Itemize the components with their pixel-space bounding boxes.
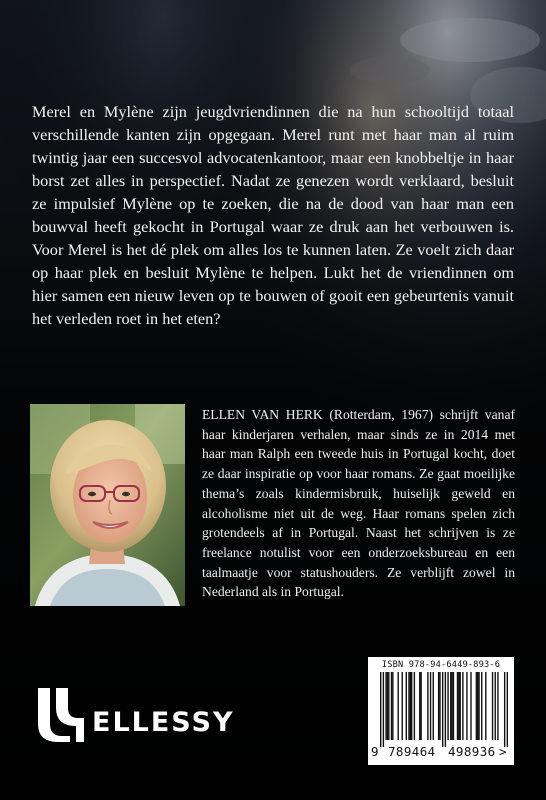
back-cover-blurb: Merel en Mylène zijn jeugdvriendinnen die na hun schooltijd totaal verschillende kanten zijn opgegaan. Merel runt met haar man al ruim twintig jaar een succesvol advocatenkantoor, maar een knobbeltje in haar borst zet alles in perspectief. Nadat ze genezen wordt verklaard, besluit ze impulsief Mylène op te zoeken, die na de dood van haar man een bouwval heeft gekocht in Portugal waar ze druk aan het verbouwen is. Voor Merel is het dé plek om alles los te kunnen laten. Ze voelt zich daar op haar plek en besluit Mylène te helpen. Lukt het de vriendinnen om hier samen een nieuw leven op te bouwen of gooit een gebeurtenis vanuit het verleden roet in het eten? [32,102,514,328]
ellessy-logo-mark-icon [32,686,90,742]
publisher-logo [32,686,252,742]
barcode-bar [492,672,493,740]
barcode-bar [447,672,448,740]
author-portrait-image [30,404,185,606]
barcode-bar [478,672,479,740]
barcode-bar [458,672,459,740]
barcode-bar [504,672,505,747]
barcode-bar [414,672,415,740]
barcode-bar [439,672,440,740]
ean-right-digits: 498936 [448,744,496,759]
barcode-bar [507,672,508,747]
barcode-bar [387,672,388,740]
barcode-bar [477,672,478,740]
barcode-bar [420,672,421,740]
isbn-label: ISBN 978-94-6449-893-6 [381,660,501,670]
barcode-bar [383,672,384,747]
barcode-bar [445,672,446,747]
barcode-bar [481,672,482,740]
publisher-name: ELLESSY [92,707,235,738]
barcode-bar [442,672,443,747]
barcode-bar [470,672,471,740]
barcode-bar [451,672,452,740]
barcode-bar [495,672,496,740]
barcode-bars [380,672,508,747]
ean-left-digits: 789464 [388,744,436,759]
barcode-bar [392,672,393,740]
barcode-bar [402,672,403,740]
isbn-barcode [368,657,514,765]
barcode-bar [419,672,420,740]
barcode-bar [388,672,389,740]
barcode-bar [430,672,431,740]
ean-addon-marker: > [499,744,507,759]
author-photo [30,404,185,606]
barcode-bar [385,672,386,740]
barcode-bar [457,672,458,740]
barcode-bar [485,672,486,740]
barcode-bar [380,672,381,747]
barcode-bar [398,672,399,740]
barcode-bar [406,672,407,740]
ean-first-digit: 9 [371,744,379,759]
barcode-bar [408,672,409,740]
barcode-bar [497,672,498,740]
barcode-bar [433,672,434,740]
barcode-bar [391,672,392,740]
barcode-bar [410,672,411,740]
barcode-bar [450,672,451,740]
barcode-bar [453,672,454,740]
barcode-bar [427,672,428,740]
barcode-bar [466,672,467,740]
barcode-bar [462,672,463,740]
barcode-bar [411,672,412,740]
author-bio: ELLEN VAN HERK (Rotterdam, 1967) schrijft vanaf haar kinderjaren verhalen, maar sinds ze in 2014 met haar man Ralph een tweede huis in Portugal kocht, doet ze daar inspiratie op voor haar romans. Ze gaat moeilijke thema’s zoals kindermisbruik, huiselijk geweld en alcoholisme niet uit de weg. Haar romans spelen zich grotendeels af in Portugal. Naast het schrijven is ze freelance notulist voor een onderzoeksbureau en een taalmaatje voor statushouders. Ze verblijft zowel in Nederland als in Portugal. [202,407,515,600]
barcode-bar [476,672,477,740]
barcode-bar [438,672,439,740]
barcode-bar [459,672,460,740]
